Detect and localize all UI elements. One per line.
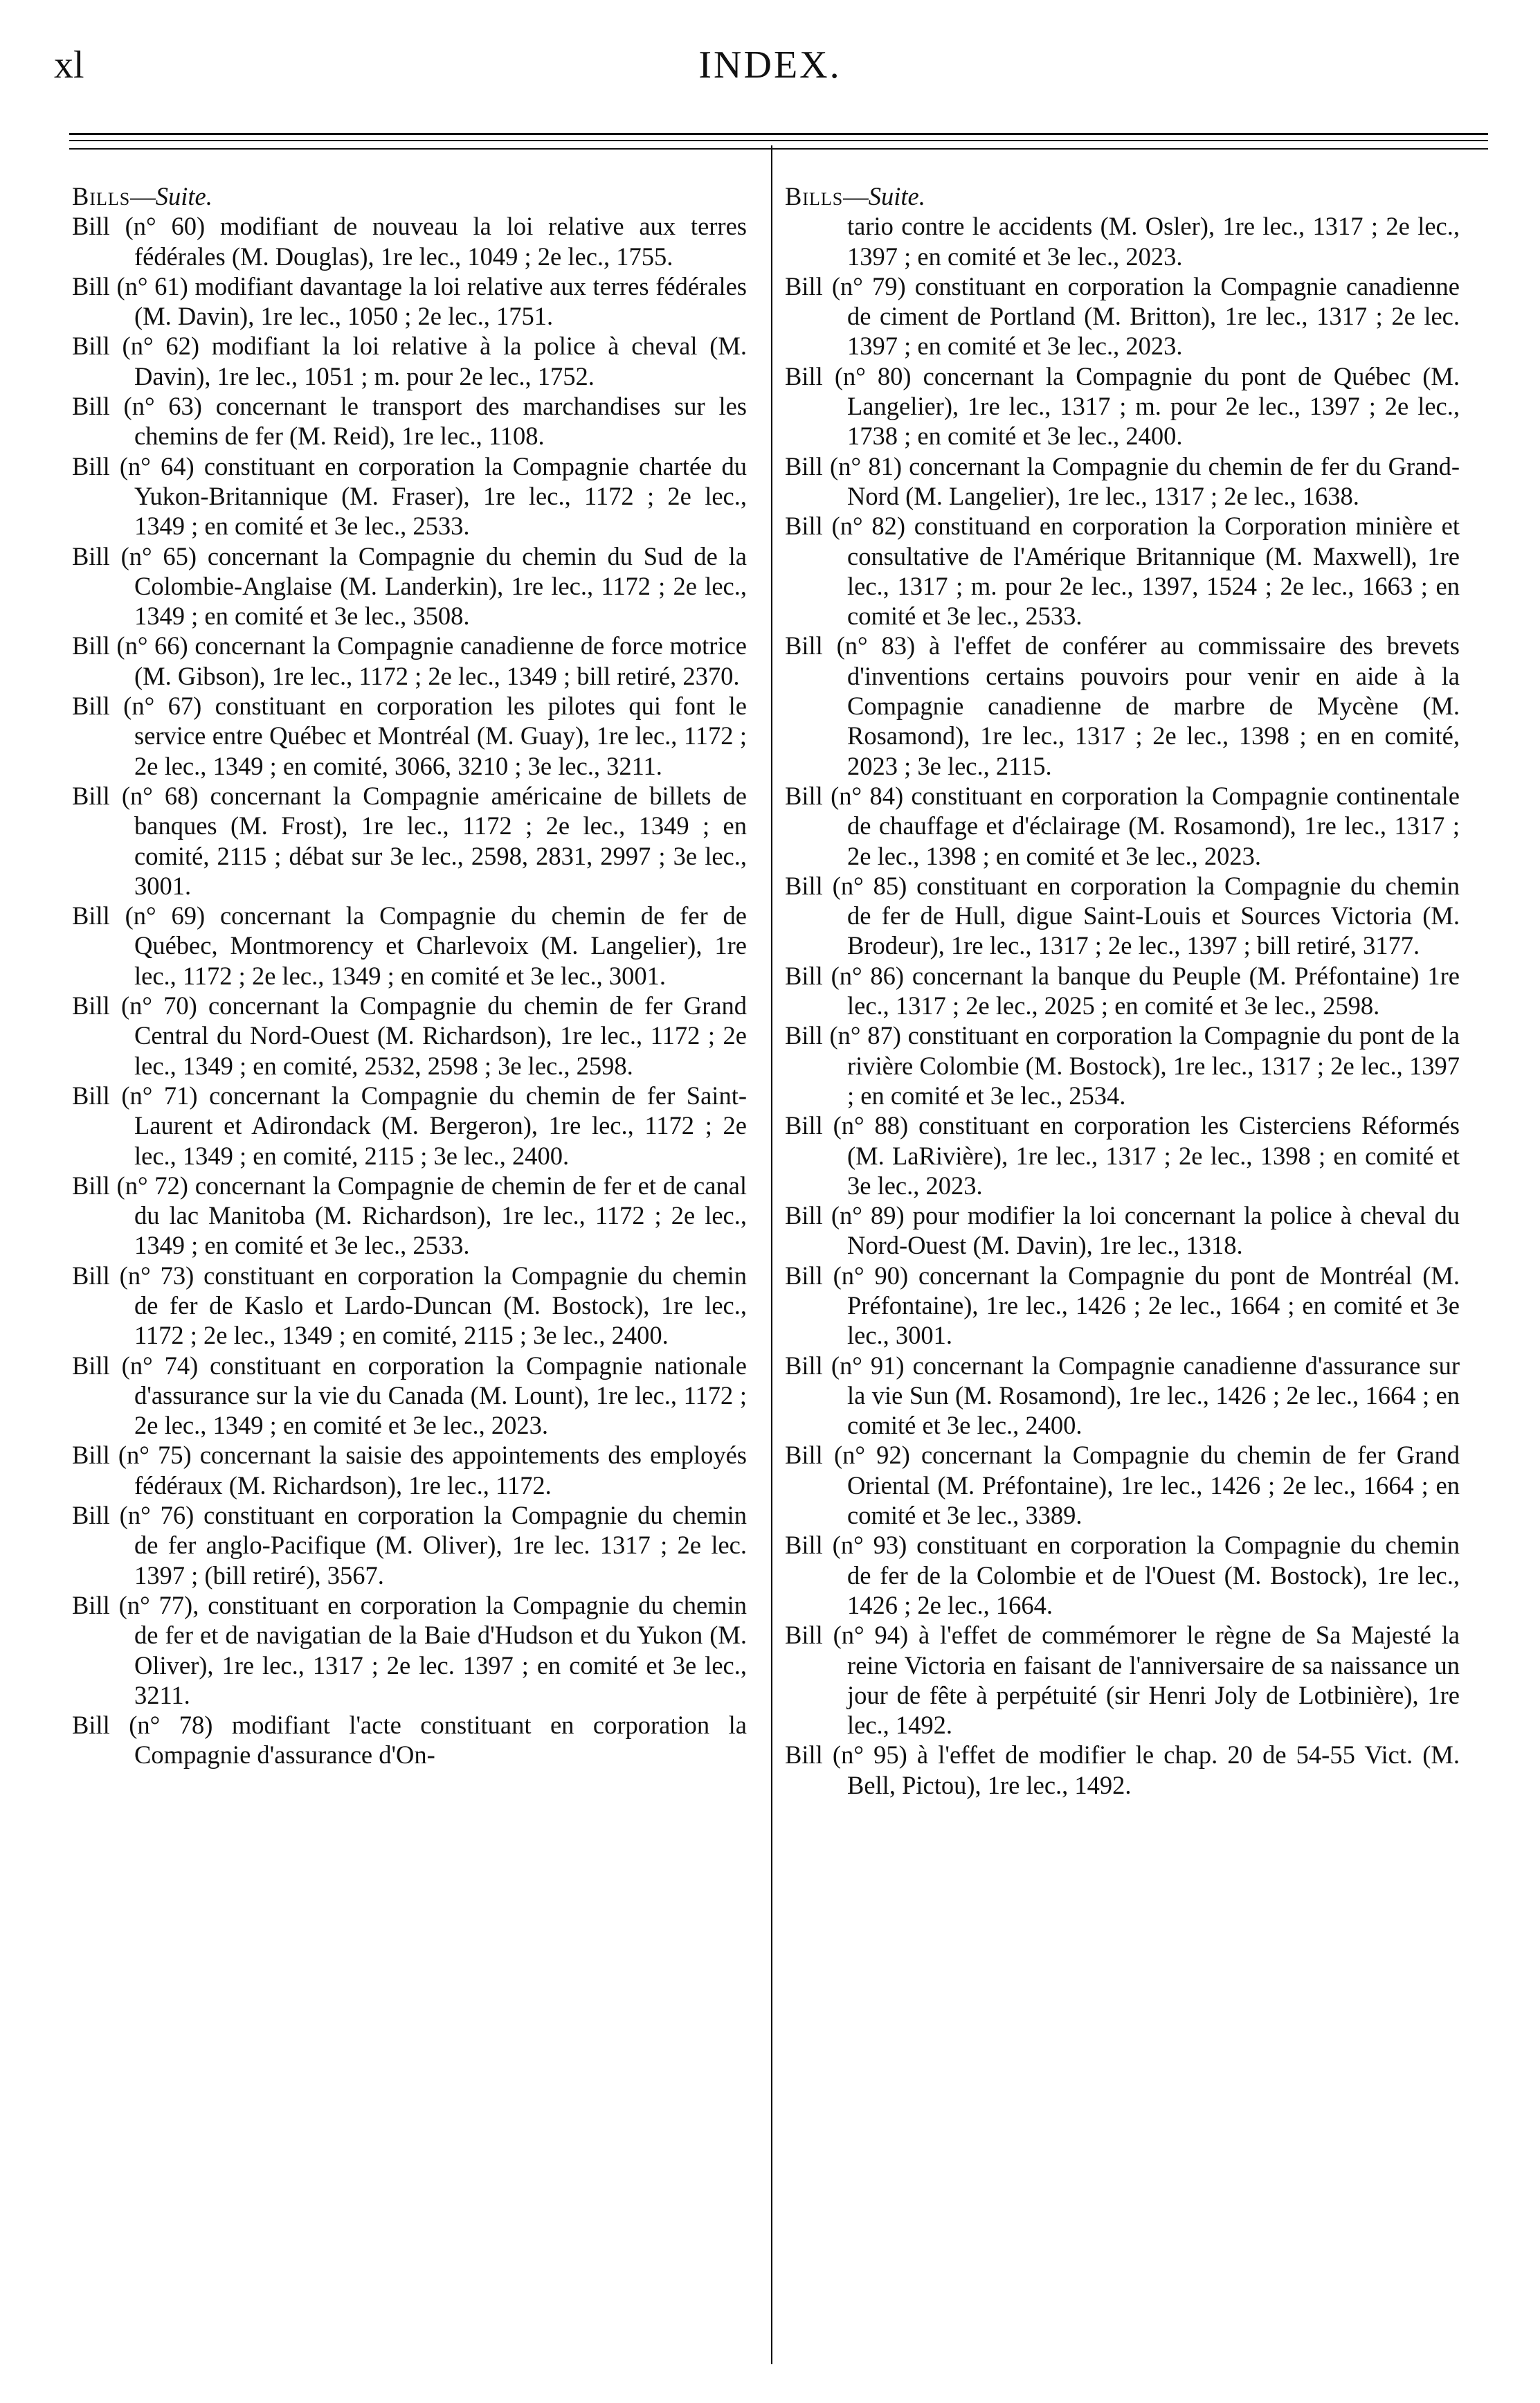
left-entry-list [72, 211, 747, 1770]
left-column [72, 181, 747, 1770]
index-entry: Bill (n° 78) modifiant l'acte constituant en corporation la Compagnie d'assurance d'On- [72, 1711, 747, 1770]
index-entry: Bill (n° 68) concernant la Compagnie américaine de billets de banques (M. Frost), 1re lec., 1172 ; 2e lec., 1349 ; en comité, 2115 ; débat sur 3e lec., 2598, 2831, 2997 ; 3e lec., 3001. [72, 781, 747, 900]
index-entry: Bill (n° 81) concernant la Compagnie du chemin de fer du Grand-Nord (M. Langelier), 1re lec., 1317 ; 2e lec., 1638. [785, 451, 1460, 510]
index-entry: Bill (n° 87) constituant en corporation la Compagnie du pont de la rivière Colombie (M. Bostock), 1re lec., 1317 ; 2e lec., 1397 ; en comité et 3e lec., 2534. [785, 1021, 1460, 1110]
index-entry: Bill (n° 74) constituant en corporation la Compagnie nationale d'assurance sur la vie du Canada (M. Lount), 1re lec., 1172 ; 2e lec., 1349 ; en comité et 3e lec., 2023. [72, 1351, 747, 1440]
index-entry: Bill (n° 71) concernant la Compagnie du chemin de fer Saint-Laurent et Adirondack (M. Bergeron), 1re lec., 1172 ; 2e lec., 1349 ; en comité, 2115 ; 3e lec., 2400. [72, 1081, 747, 1170]
index-entry: Bill (n° 84) constituant en corporation la Compagnie continentale de chauffage et d'éclairage (M. Rosamond), 1re lec., 1317 ; 2e lec., 1398 ; en comité et 3e lec., 2023. [785, 781, 1460, 870]
header-rule-bottom [69, 148, 1488, 150]
section-label: Bills [72, 182, 131, 210]
index-entry: Bill (n° 86) concernant la banque du Peuple (M. Préfontaine) 1re lec., 1317 ; 2e lec., 2025 ; en comité et 3e lec., 2598. [785, 961, 1460, 1020]
index-entry: Bill (n° 95) à l'effet de modifier le chap. 20 de 54-55 Vict. (M. Bell, Pictou), 1re lec., 1492. [785, 1740, 1460, 1799]
index-entry: Bill (n° 64) constituant en corporation la Compagnie chartée du Yukon-Britannique (M. Fraser), 1re lec., 1172 ; 2e lec., 1349 ; en comité et 3e lec., 2533. [72, 451, 747, 541]
index-entry: Bill (n° 69) concernant la Compagnie du chemin de fer de Québec, Montmorency et Charlevoix (M. Langelier), 1re lec., 1172 ; 2e lec., 1349 ; en comité et 3e lec., 3001. [72, 901, 747, 990]
index-entry: Bill (n° 80) concernant la Compagnie du pont de Québec (M. Langelier), 1re lec., 1317 ; m. pour 2e lec., 1397 ; 2e lec., 1738 ; en comité et 3e lec., 2400. [785, 361, 1460, 451]
index-entry: Bill (n° 60) modifiant de nouveau la loi relative aux terres fédérales (M. Douglas), 1re lec., 1049 ; 2e lec., 1755. [72, 212, 747, 271]
index-entry: Bill (n° 85) constituant en corporation la Compagnie du chemin de fer de Hull, digue Saint-Louis et Sources Victoria (M. Brodeur), 1re lec., 1317 ; 2e lec., 1397 ; bill retiré, 3177. [785, 871, 1460, 960]
index-entry: Bill (n° 77), constituant en corporation la Compagnie du chemin de fer et de navigatian de la Baie d'Hudson et du Yukon (M. Oliver), 1re lec., 1317 ; 2e lec. 1397 ; en comité et 3e lec., 3211. [72, 1590, 747, 1709]
index-entry: Bill (n° 75) concernant la saisie des appointements des employés fédéraux (M. Richardson), 1re lec., 1172. [72, 1441, 747, 1500]
index-entry: Bill (n° 93) constituant en corporation la Compagnie du chemin de fer de la Colombie et de l'Ouest (M. Bostock), 1re lec., 1426 ; 2e lec., 1664. [785, 1531, 1460, 1619]
index-entry: Bill (n° 62) modifiant la loi relative à la police à cheval (M. Davin), 1re lec., 1051 ; m. pour 2e lec., 1752. [72, 332, 747, 390]
index-entry: Bill (n° 79) constituant en corporation la Compagnie canadienne de ciment de Portland (M. Britton), 1re lec., 1317 ; 2e lec. 1397 ; en comité et 3e lec., 2023. [785, 271, 1460, 361]
section-suffix: Suite. [868, 182, 925, 210]
index-entry: Bill (n° 92) concernant la Compagnie du chemin de fer Grand Oriental (M. Préfontaine), 1re lec., 1426 ; 2e lec., 1664 ; en comité et 3e lec., 3389. [785, 1441, 1460, 1530]
section-label: Bills [785, 182, 844, 210]
index-entry: Bill (n° 82) constituand en corporation la Corporation minière et consultative de l'Amérique Britannique (M. Maxwell), 1re lec., 1317 ; m. pour 2e lec., 1397, 1524 ; 2e lec., 1663 ; en comité et 3e lec., 2533. [785, 512, 1460, 631]
index-entry: Bill (n° 83) à l'effet de conférer au commissaire des brevets d'inventions certains pouvoirs pour venir en aide à la Compagnie canadienne de marbre de Mycène (M. Rosamond), 1re lec., 1317 ; 2e lec., 1398 ; en en comité, 2023 ; 3e lec., 2115. [785, 631, 1460, 780]
section-suffix: Suite. [155, 182, 212, 210]
section-heading: Bills—Suite. [72, 182, 212, 210]
index-entry: Bill (n° 89) pour modifier la loi concernant la police à cheval du Nord-Ouest (M. Davin), 1re lec., 1318. [785, 1201, 1460, 1260]
index-entry: Bill (n° 90) concernant la Compagnie du pont de Montréal (M. Préfontaine), 1re lec., 1426 ; 2e lec., 1664 ; en comité et 3e lec., 3001. [785, 1261, 1460, 1350]
index-entry: Bill (n° 94) à l'effet de commémorer le règne de Sa Majesté la reine Victoria en faisant de l'anniversaire de sa naissance un jour de fête à perpétuité (sir Henri Joly de Lotbinière), 1re lec., 1492. [785, 1621, 1460, 1740]
right-entry-list [785, 271, 1460, 1800]
page-number: xl [54, 44, 84, 87]
index-entry: Bill (n° 73) constituant en corporation la Compagnie du chemin de fer de Kaslo et Lardo-Duncan (M. Bostock), 1re lec., 1172 ; 2e lec., 1349 ; en comité, 2115 ; 3e lec., 2400. [72, 1261, 747, 1350]
index-entry: Bill (n° 65) concernant la Compagnie du chemin du Sud de la Colombie-Anglaise (M. Landerkin), 1re lec., 1172 ; 2e lec., 1349 ; en comité et 3e lec., 3508. [72, 541, 747, 631]
index-entry: Bill (n° 72) concernant la Compagnie de chemin de fer et de canal du lac Manitoba (M. Richardson), 1re lec., 1172 ; 2e lec., 1349 ; en comité et 3e lec., 2533. [72, 1171, 747, 1260]
index-entry: Bill (n° 67) constituant en corporation les pilotes qui font le service entre Québec et Montréal (M. Guay), 1re lec., 1172 ; 2e lec., 1349 ; en comité, 3066, 3210 ; 3e lec., 3211. [72, 692, 747, 780]
header-rule-top [69, 133, 1488, 135]
index-entry: Bill (n° 91) concernant la Compagnie canadienne d'assurance sur la vie Sun (M. Rosamond), 1re lec., 1426 ; 2e lec., 1664 ; en comité et 3e lec., 2400. [785, 1351, 1460, 1440]
index-entry: Bill (n° 63) concernant le transport des marchandises sur les chemins de fer (M. Reid), 1re lec., 1108. [72, 392, 747, 451]
header-rule-middle [69, 140, 1488, 141]
index-entry: Bill (n° 61) modifiant davantage la loi relative aux terres fédérales (M. Davin), 1re lec., 1050 ; 2e lec., 1751. [72, 271, 747, 331]
index-entry: Bill (n° 70) concernant la Compagnie du chemin de fer Grand Central du Nord-Ouest (M. Richardson), 1re lec., 1172 ; 2e lec., 1349 ; en comité, 2532, 2598 ; 3e lec., 2598. [72, 991, 747, 1080]
section-heading: Bills—Suite. [785, 182, 925, 210]
right-column [785, 181, 1460, 1800]
index-entry: Bill (n° 66) concernant la Compagnie canadienne de force motrice (M. Gibson), 1re lec., 1172 ; 2e lec., 1349 ; bill retiré, 2370. [72, 631, 747, 690]
index-entry: Bill (n° 76) constituant en corporation la Compagnie du chemin de fer anglo-Pacifique (M. Oliver), 1re lec. 1317 ; 2e lec. 1397 ; (bill retiré), 3567. [72, 1501, 747, 1590]
column-divider [771, 145, 772, 2364]
page-title: INDEX. [698, 44, 842, 87]
index-entry: Bill (n° 88) constituant en corporation les Cisterciens Réformés (M. LaRivière), 1re lec., 1317 ; 2e lec., 1398 ; en comité et 3e lec., 2023. [785, 1111, 1460, 1200]
continued-entry: tario contre le accidents (M. Osler), 1re lec., 1317 ; 2e lec., 1397 ; en comité et 3e lec., 2023. [847, 212, 1460, 271]
